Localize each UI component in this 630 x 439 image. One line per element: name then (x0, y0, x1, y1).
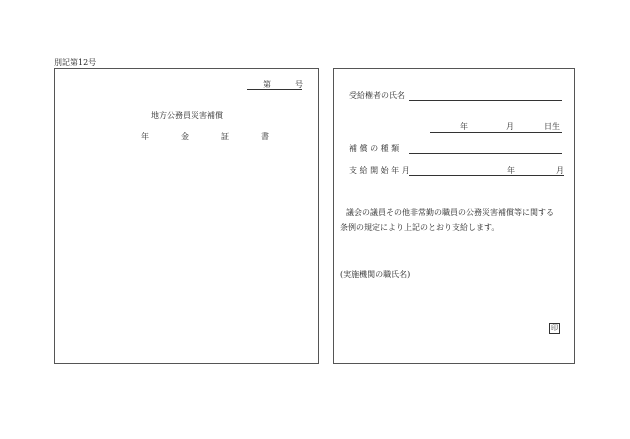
birth-date-line (430, 132, 562, 133)
left-panel (54, 68, 319, 364)
certificate-title-line1: 地方公務員災害補償 (151, 111, 223, 120)
authority-label: (実施機関の職氏名) (340, 270, 411, 279)
certificate-title-line2: 年 金 証 書 (141, 132, 281, 141)
start-date-line (409, 175, 564, 176)
birth-month: 月 (506, 122, 514, 131)
compensation-type-line (409, 153, 562, 154)
start-year: 年 (507, 166, 515, 175)
recipient-name-line (409, 100, 562, 101)
form-label: 別記第12号 (54, 58, 97, 67)
certificate-number-line (247, 89, 302, 90)
seal-mark: 印 (551, 324, 558, 332)
number-suffix: 号 (295, 80, 303, 89)
birth-year: 年 (460, 122, 468, 131)
birth-day: 日生 (544, 122, 560, 131)
start-month: 月 (556, 166, 564, 175)
compensation-type-label: 補 償 の 種 類 (349, 144, 400, 153)
right-panel (333, 68, 575, 364)
recipient-name-label: 受給権者の氏名 (349, 91, 405, 100)
number-prefix: 第 (263, 80, 271, 89)
body-text-line1: 議会の議員その他非常勤の職員の公務災害補償等に関する (346, 208, 554, 217)
start-label: 支 給 開 始 年 月 (349, 166, 410, 175)
body-text-line2: 条例の規定により上記のとおり支給します。 (340, 223, 500, 232)
